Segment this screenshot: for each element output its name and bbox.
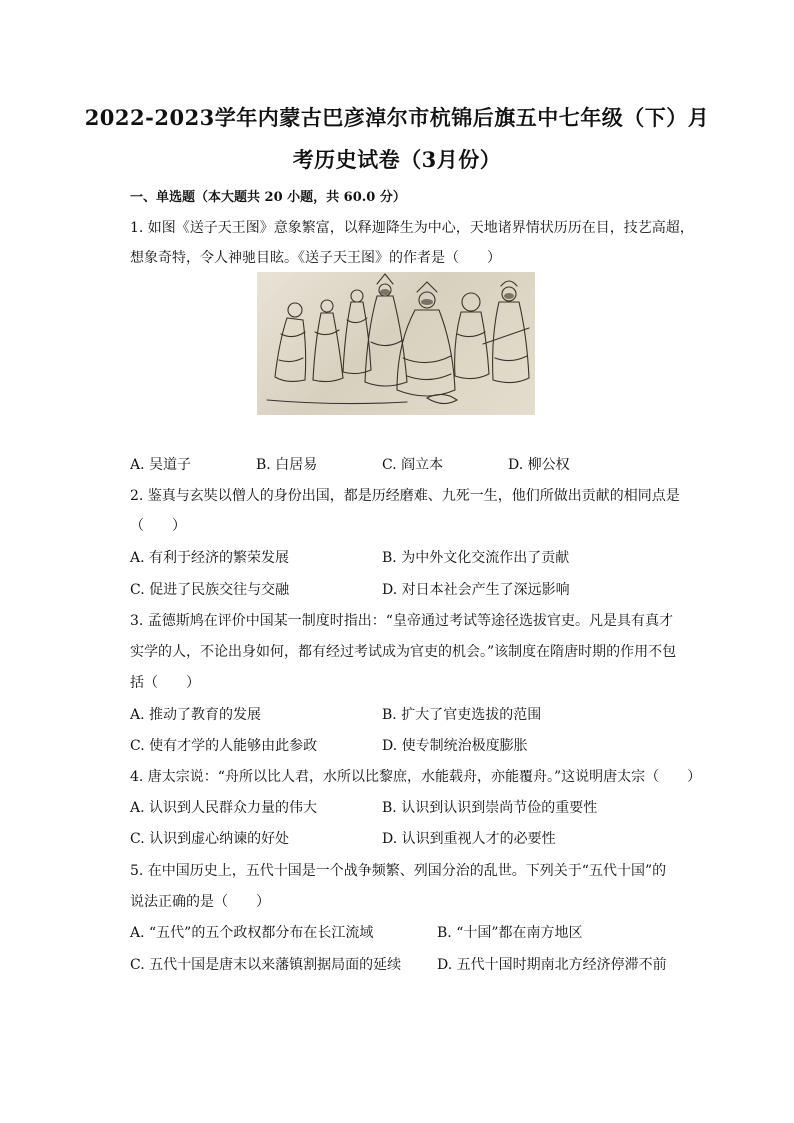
question-3-option-b[interactable]: B. 扩大了官吏选拔的范围	[382, 707, 542, 723]
question-3-option-d[interactable]: D. 使专制统治极度膨胀	[382, 738, 528, 754]
question-2-stem-line-1: 2. 鉴真与玄奘以僧人的身份出国，都是历经磨难、九死一生，他们所做出贡献的相同点是	[130, 488, 680, 504]
question-5-option-c[interactable]: C. 五代十国是唐末以来藩镇割据局面的延续	[130, 957, 402, 973]
question-2-option-a[interactable]: A. 有利于经济的繁荣发展	[130, 550, 290, 566]
painting-image	[257, 272, 535, 415]
question-5-option-d[interactable]: D. 五代十国时期南北方经济停滞不前	[437, 957, 667, 973]
question-1-option-a[interactable]: A. 吴道子	[130, 457, 192, 473]
question-5-option-b[interactable]: B. “十国”都在南方地区	[437, 925, 583, 941]
question-4-option-a[interactable]: A. 认识到人民群众力量的伟大	[130, 800, 318, 816]
question-3-stem-line-1: 3. 孟德斯鸠在评价中国某一制度时指出：“皇帝通过考试等途径选拔官吏。凡是具有真才	[130, 613, 673, 629]
question-4-option-c[interactable]: C. 认识到虚心纳谏的好处	[130, 831, 290, 847]
question-5-stem-line-2: 说法正确的是（ ）	[130, 894, 270, 910]
question-4-option-b[interactable]: B. 认识到认识到崇尚节俭的重要性	[382, 800, 598, 816]
question-5-stem-line-1: 5. 在中国历史上，五代十国是一个战争频繁、列国分治的乱世。下列关于“五代十国”的	[130, 863, 667, 879]
question-1-stem-line-2: 想象奇特，令人神驰目眩。《送子天王图》的作者是（ ）	[130, 250, 501, 266]
question-2-option-d[interactable]: D. 对日本社会产生了深远影响	[382, 582, 570, 598]
question-1-option-b[interactable]: B. 白居易	[256, 457, 318, 473]
question-4-option-d[interactable]: D. 认识到重视人才的必要性	[382, 831, 556, 847]
question-3-option-c[interactable]: C. 使有才学的人能够由此参政	[130, 738, 318, 754]
title-line-1: 2022-2023学年内蒙古巴彦淖尔市杭锦后旗五中七年级（下）月	[84, 105, 710, 130]
section-heading: 一、单选题（本大题共 20 小题，共 60.0 分）	[130, 190, 406, 205]
question-1-option-d[interactable]: D. 柳公权	[508, 457, 570, 473]
question-3-option-a[interactable]: A. 推动了教育的发展	[130, 707, 262, 723]
question-4-stem-line-1: 4. 唐太宗说：“舟所以比人君，水所以比黎庶，水能载舟，亦能覆舟。”这说明唐太宗（ ）	[130, 769, 702, 785]
question-1-option-c[interactable]: C. 阎立本	[382, 457, 444, 473]
question-3-stem-line-3: 括（ ）	[130, 675, 200, 691]
question-1-stem-line-1: 1. 如图《送子天王图》意象繁富，以释迦降生为中心，天地诸界情状历历在目，技艺高超，	[130, 220, 694, 236]
question-2-option-c[interactable]: C. 促进了民族交往与交融	[130, 582, 290, 598]
question-5-option-a[interactable]: A. “五代”的五个政权都分布在长江流域	[130, 925, 374, 941]
title-line-2: 考历史试卷（3月份）	[292, 147, 502, 172]
question-3-stem-line-2: 实学的人，不论出身如何，都有经过考试成为官吏的机会。”该制度在隋唐时期的作用不包	[130, 644, 677, 660]
question-2-option-b[interactable]: B. 为中外文化交流作出了贡献	[382, 550, 570, 566]
question-2-stem-line-2: （ ）	[130, 518, 186, 534]
